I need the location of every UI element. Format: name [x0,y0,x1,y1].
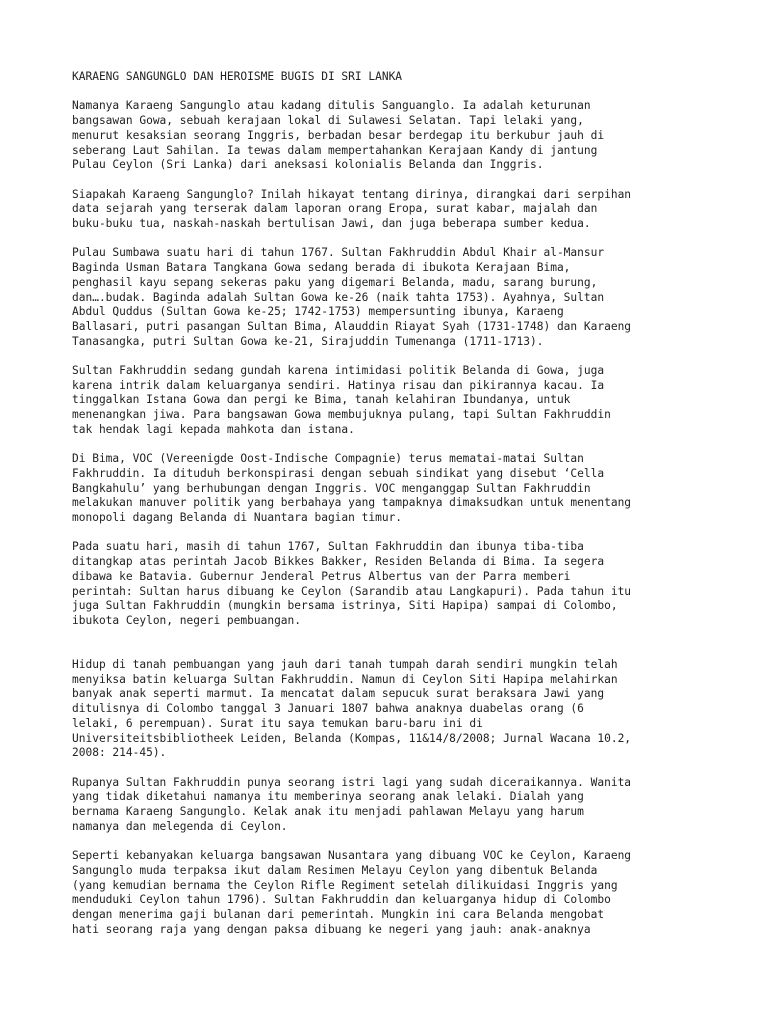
text-line: Pada suatu hari, masih di tahun 1767, Sultan Fakhruddin dan ibunya tiba-tiba [72,540,584,554]
text-line: dibawa ke Batavia. Gubernur Jenderal Petrus Albertus van der Parra memberi [72,569,571,583]
text-line: menduduki Ceylon tahun 1796). Sultan Fakhruddin dan keluarganya hidup di Colombo [72,893,611,907]
text-line: Hidup di tanah pembuangan yang jauh dari tanah tumpah darah sendiri mungkin telah [72,658,618,672]
text-line: Sangunglo muda terpaksa ikut dalam Resimen Melayu Ceylon yang dibentuk Belanda [72,863,598,877]
text-line: bangsawan Gowa, sebuah kerajaan lokal di Sulawesi Selatan. Tapi lelaki yang, [72,114,584,128]
text-line: hati seorang raja yang dengan paksa dibuang ke negeri yang jauh: anak-anaknya [72,922,591,936]
text-line: Universiteitsbibliotheek Leiden, Belanda (Kompas, 11&14/8/2008; Jurnal Wacana 10.2, [72,731,632,745]
text-line: ditulisnya di Colombo tanggal 3 Januari 1807 bahwa anaknya duabelas orang (6 [72,702,584,716]
text-line: karena intrik dalam keluarganya sendiri. Hatinya risau dan pikirannya kacau. Ia [72,378,605,392]
text-line: data sejarah yang terserak dalam laporan orang Eropa, surat kabar, majalah dan [72,202,598,216]
text-line: (yang kemudian bernama the Ceylon Rifle Regiment setelah dilikuidasi Inggris yang [72,878,618,892]
paragraph-1 [72,99,708,173]
text-line: Pulau Ceylon (Sri Lanka) dari aneksasi kolonialis Belanda dan Inggris. [72,158,544,172]
text-line: namanya dan melegenda di Ceylon. [72,819,288,833]
text-line: Pulau Sumbawa suatu hari di tahun 1767. Sultan Fakhruddin Abdul Khair al-Mansur [72,246,605,260]
paragraph-2 [72,188,708,232]
paragraph-5 [72,452,708,526]
text-line: melakukan manuver politik yang berbahaya yang tampaknya dimaksudkan untuk menentang [72,496,632,510]
text-line: buku-buku tua, naskah-naskah bertulisan Jawi, dan juga beberapa sumber kedua. [72,217,591,230]
text-line: Siapakah Karaeng Sangunglo? Inilah hikayat tentang dirinya, dirangkai dari serpihan [72,187,632,201]
text-line: Bangkahulu’ yang berhubungan dengan Inggris. VOC menganggap Sultan Fakhruddin [72,481,591,495]
paragraph-7 [72,658,708,761]
paragraph-8 [72,776,708,835]
text-line: 2008: 214-45). [72,746,167,760]
text-line: Seperti kebanyakan keluarga bangsawan Nusantara yang dibuang VOC ke Ceylon, Karaeng [72,849,632,863]
text-line: menurut kesaksian seorang Inggris, berbadan besar berdegap itu berkubur jauh di [72,128,605,142]
text-line: yang tidak diketahui namanya itu memberinya seorang anak lelaki. Dialah yang [72,790,584,804]
text-line: tak hendak lagi kepada mahkota dan istana. [72,422,355,436]
paragraph-6 [72,540,708,628]
text-line: Di Bima, VOC (Vereenigde Oost-Indische Compagnie) terus mematai-matai Sultan [72,452,584,466]
text-line: Fakhruddin. Ia dituduh berkonspirasi dengan sebuah sindikat yang disebut ‘Cella [72,466,605,480]
text-line: Ballasari, putri pasangan Sultan Bima, Alauddin Riayat Syah (1731-1748) dan Karaeng [72,319,632,333]
text-line: Baginda Usman Batara Tangkana Gowa sedang berada di ibukota Kerajaan Bima, [72,261,571,275]
text-line: lelaki, 6 perempuan). Surat itu saya temukan baru-baru ini di [72,716,483,730]
text-line: banyak anak seperti marmut. Ia mencatat dalam sepucuk surat beraksara Jawi yang [72,687,605,701]
paragraph-3 [72,246,708,349]
text-line: bernama Karaeng Sangunglo. Kelak anak itu menjadi pahlawan Melayu yang harum [72,805,584,819]
text-line: penghasil kayu sepang sekeras paku yang digemari Belanda, madu, sarang burung, [72,275,598,289]
document-title: KARAENG SANGUNGLO DAN HEROISME BUGIS DI SRI LANKA [72,70,403,83]
text-line: menenangkan jiwa. Para bangsawan Gowa membujuknya pulang, tapi Sultan Fakhruddin [72,408,611,422]
text-line: ibukota Ceylon, negeri pembuangan. [72,613,302,627]
text-line: dan….budak. Baginda adalah Sultan Gowa ke-26 (naik tahta 1753). Ayahnya, Sultan [72,290,605,304]
text-line: dengan menerima gaji bulanan dari pemerintah. Mungkin ini cara Belanda mengobat [72,907,605,921]
text-line: Namanya Karaeng Sangunglo atau kadang ditulis Sanguanglo. Ia adalah keturunan [72,99,591,113]
document-body [72,99,708,937]
text-line: tinggalkan Istana Gowa dan pergi ke Bima, tanah kelahiran Ibundanya, untuk [72,393,571,407]
text-line: Tanasangka, putri Sultan Gowa ke-21, Sirajuddin Tumenanga (1711-1713). [72,334,544,348]
text-line: Abdul Quddus (Sultan Gowa ke-25; 1742-1753) mempersunting ibunya, Karaeng [72,305,564,319]
paragraph-9 [72,849,708,937]
text-line: Rupanya Sultan Fakhruddin punya seorang istri lagi yang sudah diceraikannya. Wanita [72,775,632,789]
text-line: juga Sultan Fakhruddin (mungkin bersama istrinya, Siti Hapipa) sampai di Colombo, [72,599,618,613]
text-line: monopoli dagang Belanda di Nuantara bagian timur. [72,511,403,525]
text-line: menyiksa batin keluarga Sultan Fakhruddin. Namun di Ceylon Siti Hapipa melahirkan [72,672,618,686]
text-line: seberang Laut Sahilan. Ia tewas dalam mempertahankan Kerajaan Kandy di jantung [72,143,598,157]
text-line: ditangkap atas perintah Jacob Bikkes Bakker, Residen Belanda di Bima. Ia segera [72,555,605,569]
text-line: perintah: Sultan harus dibuang ke Ceylon (Sarandib atau Langkapuri). Pada tahun itu [72,584,632,598]
text-line: Sultan Fakhruddin sedang gundah karena intimidasi politik Belanda di Gowa, juga [72,364,605,377]
paragraph-4 [72,364,708,438]
